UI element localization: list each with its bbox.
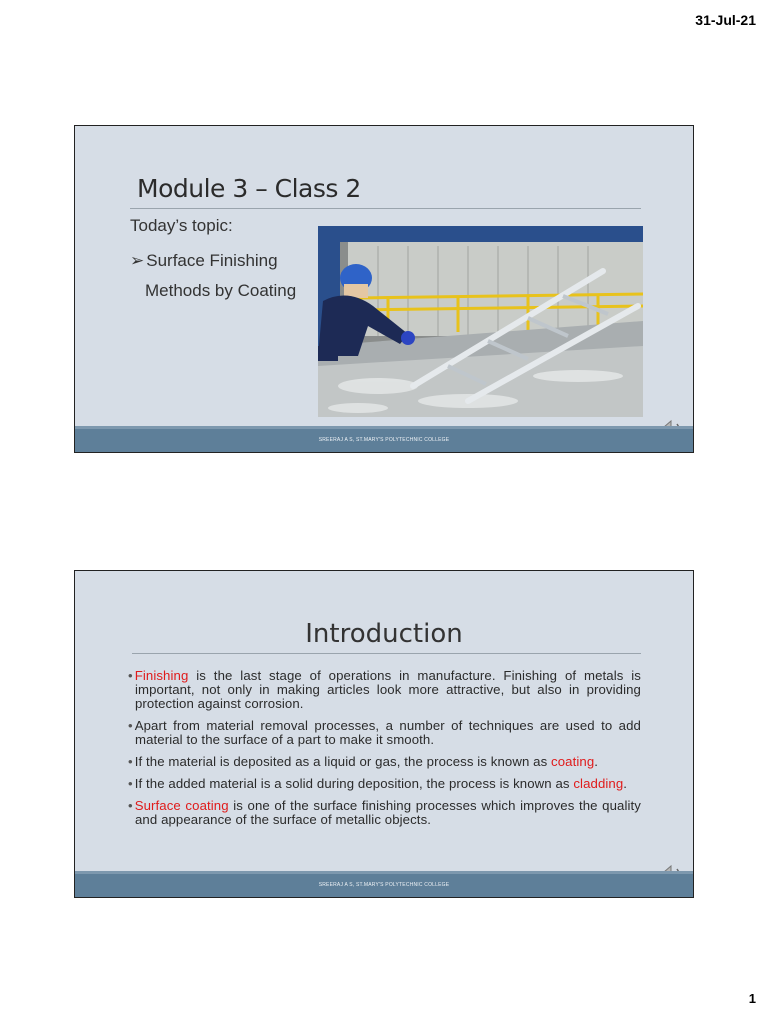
industrial-coating-photo <box>318 226 643 417</box>
title-divider <box>130 208 641 209</box>
list-item: • Surface coating is one of the surface finishing processes which improves the quality and appearance of the surface of metallic objects. <box>128 798 641 827</box>
list-item: • If the material is deposited as a liquid or gas, the process is known as coating. <box>128 754 599 769</box>
arrow-bullet-icon: ➢ <box>130 251 145 270</box>
slide-1 <box>74 125 694 453</box>
topic-line-2: Methods by Coating <box>145 281 297 300</box>
slide-title: Module 3 – Class 2 <box>137 174 361 203</box>
header-date: 31-Jul-21 <box>695 12 756 28</box>
bullet-list <box>128 669 641 835</box>
title-divider <box>132 653 641 654</box>
topic-line-1: Surface Finishing <box>146 251 278 270</box>
slide-footer: SREERAJ A S, ST.MARY'S POLYTECHNIC COLLEGE <box>75 429 693 452</box>
list-item: • If the added material is a solid during deposition, the process is known as cladding. <box>128 776 628 791</box>
topic-item <box>130 246 296 306</box>
list-item: • Apart from material removal processes, a number of techniques are used to add material to the surface of a part to make it smooth. <box>128 718 641 747</box>
slide-2 <box>74 570 694 898</box>
topic-label: Today’s topic: <box>130 216 233 235</box>
list-item: • Finishing is the last stage of operations in manufacture. Finishing of metals is important, not only in making articles look more attractive, but also in providing protection against corrosion. <box>128 668 641 711</box>
page-number: 1 <box>748 991 756 1006</box>
slide-title: Introduction <box>305 619 463 649</box>
slide-footer: SREERAJ A S, ST.MARY'S POLYTECHNIC COLLEGE <box>75 874 693 897</box>
